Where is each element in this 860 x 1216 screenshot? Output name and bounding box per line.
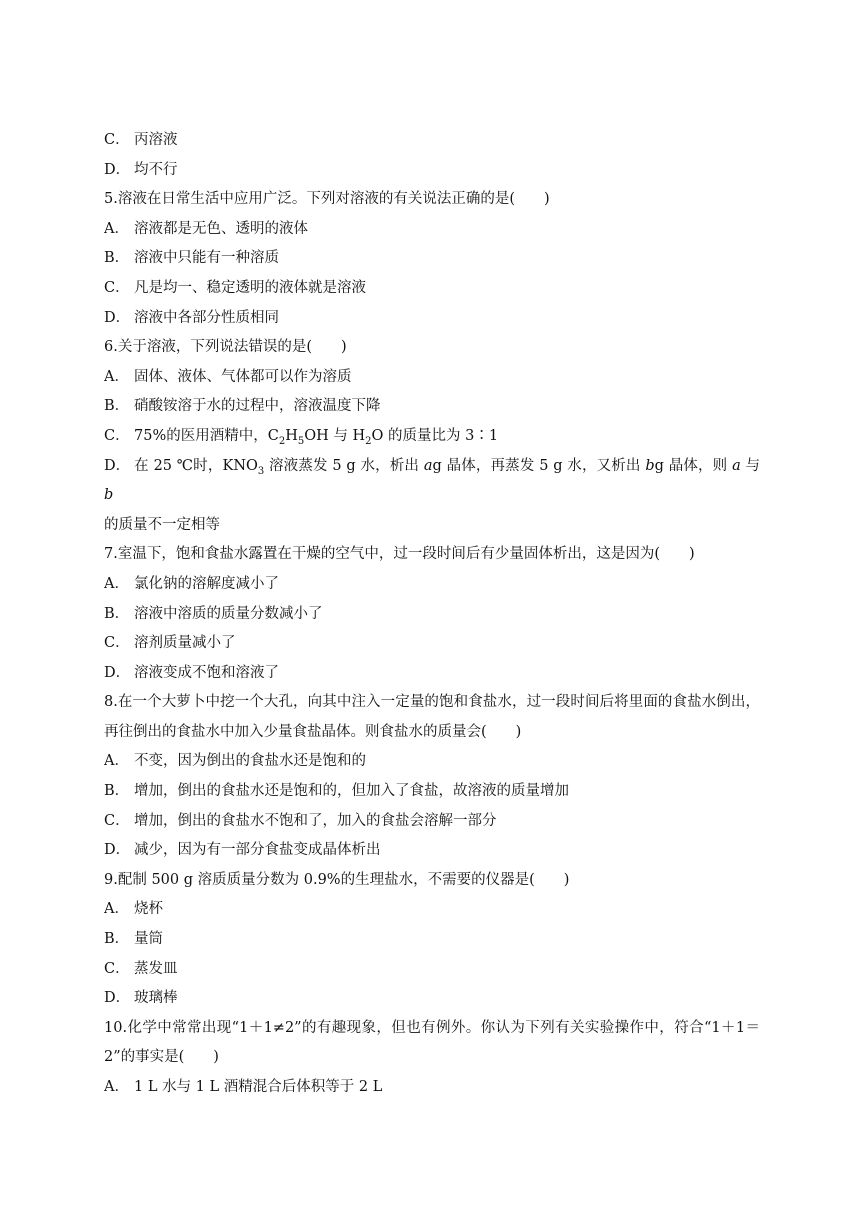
option-letter: A． <box>104 220 129 237</box>
q10-option-a <box>104 1073 760 1103</box>
q9-stem: 9.配制 500 g 溶质质量分数为 0.9%的生理盐水，不需要的仪器是( ) <box>104 871 570 888</box>
q8-stem: 8.在一个大萝卜中挖一个大孔，向其中注入一定量的饱和食盐水，过一段时间后将里面的食盐水倒出，再往倒出的食盐水中加入少量食盐晶体。则食盐水的质量会( ) <box>104 694 760 740</box>
option-letter: C． <box>104 279 130 296</box>
formula-text: g 晶体，再蒸发 5 g 水，又析出 <box>432 457 646 474</box>
option-letter: D． <box>104 842 131 859</box>
option-letter: A． <box>104 368 129 385</box>
option-text: 烧杯 <box>134 901 163 918</box>
option-text: 溶剂质量减小了 <box>134 635 236 652</box>
q4-option-d <box>104 156 760 186</box>
q9-option-d <box>104 984 760 1014</box>
q7-option-c <box>104 629 760 659</box>
q9-option-a <box>104 895 760 925</box>
q10-stem: 10.化学中常常出现“1＋1≠2”的有趣现象，但也有例外。你认为下列有关实验操作中，符合“1＋1＝2”的事实是( ) <box>104 1019 760 1066</box>
q5-option-a <box>104 215 760 245</box>
q7-stem: 7.室温下，饱和食盐水露置在干燥的空气中，过一段时间后有少量固体析出，这是因为( ) <box>104 546 695 563</box>
option-text: 减少，因为有一部分食盐变成晶体析出 <box>134 842 381 859</box>
q5-option-b <box>104 244 760 274</box>
formula-text: OH 与 H <box>304 427 366 444</box>
formula-text: 75%的医用酒精中，C <box>134 427 279 444</box>
variable-b: b <box>645 457 655 474</box>
option-letter: D． <box>104 161 131 178</box>
q6-option-a <box>104 363 760 393</box>
option-text: 溶液中各部分性质相同 <box>134 309 279 326</box>
q7-option-b <box>104 600 760 630</box>
q6-option-d <box>104 452 760 541</box>
q5-option-d <box>104 304 760 334</box>
option-letter: C． <box>104 960 130 977</box>
q8-option-c <box>104 807 760 837</box>
option-text: 不变，因为倒出的食盐水还是饱和的 <box>134 753 366 770</box>
option-text: 溶液都是无色、透明的液体 <box>134 220 308 237</box>
q8-option-d <box>104 836 760 866</box>
q5-stem: 5.溶液在日常生活中应用广泛。下列对溶液的有关说法正确的是( ) <box>104 191 550 208</box>
option-text: 蒸发皿 <box>134 960 178 977</box>
option-letter: C． <box>104 635 130 652</box>
subscript: 5 <box>297 435 305 447</box>
option-text: 溶液中溶质的质量分数减小了 <box>134 605 323 622</box>
option-letter: B． <box>104 605 130 622</box>
option-letter: D． <box>104 990 131 1007</box>
option-letter: D． <box>104 664 131 681</box>
q6-stem: 6.关于溶液，下列说法错误的是( ) <box>104 339 347 356</box>
q7-option-a <box>104 570 760 600</box>
option-letter: B． <box>104 250 130 267</box>
formula-text: H <box>285 427 298 444</box>
formula-text: 在 25 ℃时，KNO <box>134 457 258 474</box>
option-letter: B． <box>104 931 130 948</box>
option-letter: D． <box>104 457 131 474</box>
formula-text: g 晶体，则 <box>654 457 733 474</box>
q9-option-b <box>104 925 760 955</box>
option-letter: D． <box>104 309 131 326</box>
q5-option-c <box>104 274 760 304</box>
option-letter: B． <box>104 398 130 415</box>
option-text: 1 L 水与 1 L 酒精混合后体积等于 2 L <box>134 1079 383 1095</box>
option-text: 溶液变成不饱和溶液了 <box>134 664 279 681</box>
formula-text: 的质量不一定相等 <box>104 516 220 533</box>
q6-option-c <box>104 422 760 452</box>
option-letter: C． <box>104 427 130 444</box>
formula-text: O 的质量比为 3∶1 <box>371 427 499 444</box>
option-text: 硝酸铵溶于水的过程中，溶液温度下降 <box>134 398 381 415</box>
formula-text: 与 <box>740 457 760 474</box>
q8-option-b <box>104 777 760 807</box>
variable-a: a <box>732 457 741 474</box>
option-letter: C． <box>104 132 130 148</box>
option-text: 凡是均一、稳定透明的液体就是溶液 <box>134 279 366 296</box>
option-letter: A． <box>104 753 129 770</box>
option-text: 量筒 <box>134 931 163 948</box>
subscript: 2 <box>278 435 286 447</box>
option-letter: A． <box>104 901 129 918</box>
option-text: 玻璃棒 <box>134 990 178 1007</box>
variable-b: b <box>104 487 114 504</box>
option-letter: A． <box>104 575 129 592</box>
option-text: 增加，倒出的食盐水不饱和了，加入的食盐会溶解一部分 <box>134 812 497 829</box>
formula-text: 溶液蒸发 5 g 水，析出 <box>264 457 424 474</box>
variable-a: a <box>423 457 433 474</box>
option-letter: B． <box>104 783 130 800</box>
subscript: 3 <box>257 465 265 477</box>
q7-option-d <box>104 659 760 689</box>
option-letter: A． <box>104 1079 129 1095</box>
subscript: 2 <box>365 435 372 447</box>
q9-option-c <box>104 955 760 985</box>
q6-option-b <box>104 392 760 422</box>
option-letter: C． <box>104 812 130 829</box>
option-text: 固体、液体、气体都可以作为溶质 <box>134 368 352 385</box>
q4-option-c <box>104 126 760 156</box>
option-text: 丙溶液 <box>134 132 178 148</box>
option-text: 溶液中只能有一种溶质 <box>134 250 279 267</box>
option-text: 氯化钠的溶解度减小了 <box>134 575 279 592</box>
q8-option-a <box>104 747 760 777</box>
option-text: 均不行 <box>134 161 178 178</box>
option-text: 增加，倒出的食盐水还是饱和的，但加入了食盐，故溶液的质量增加 <box>134 783 569 800</box>
